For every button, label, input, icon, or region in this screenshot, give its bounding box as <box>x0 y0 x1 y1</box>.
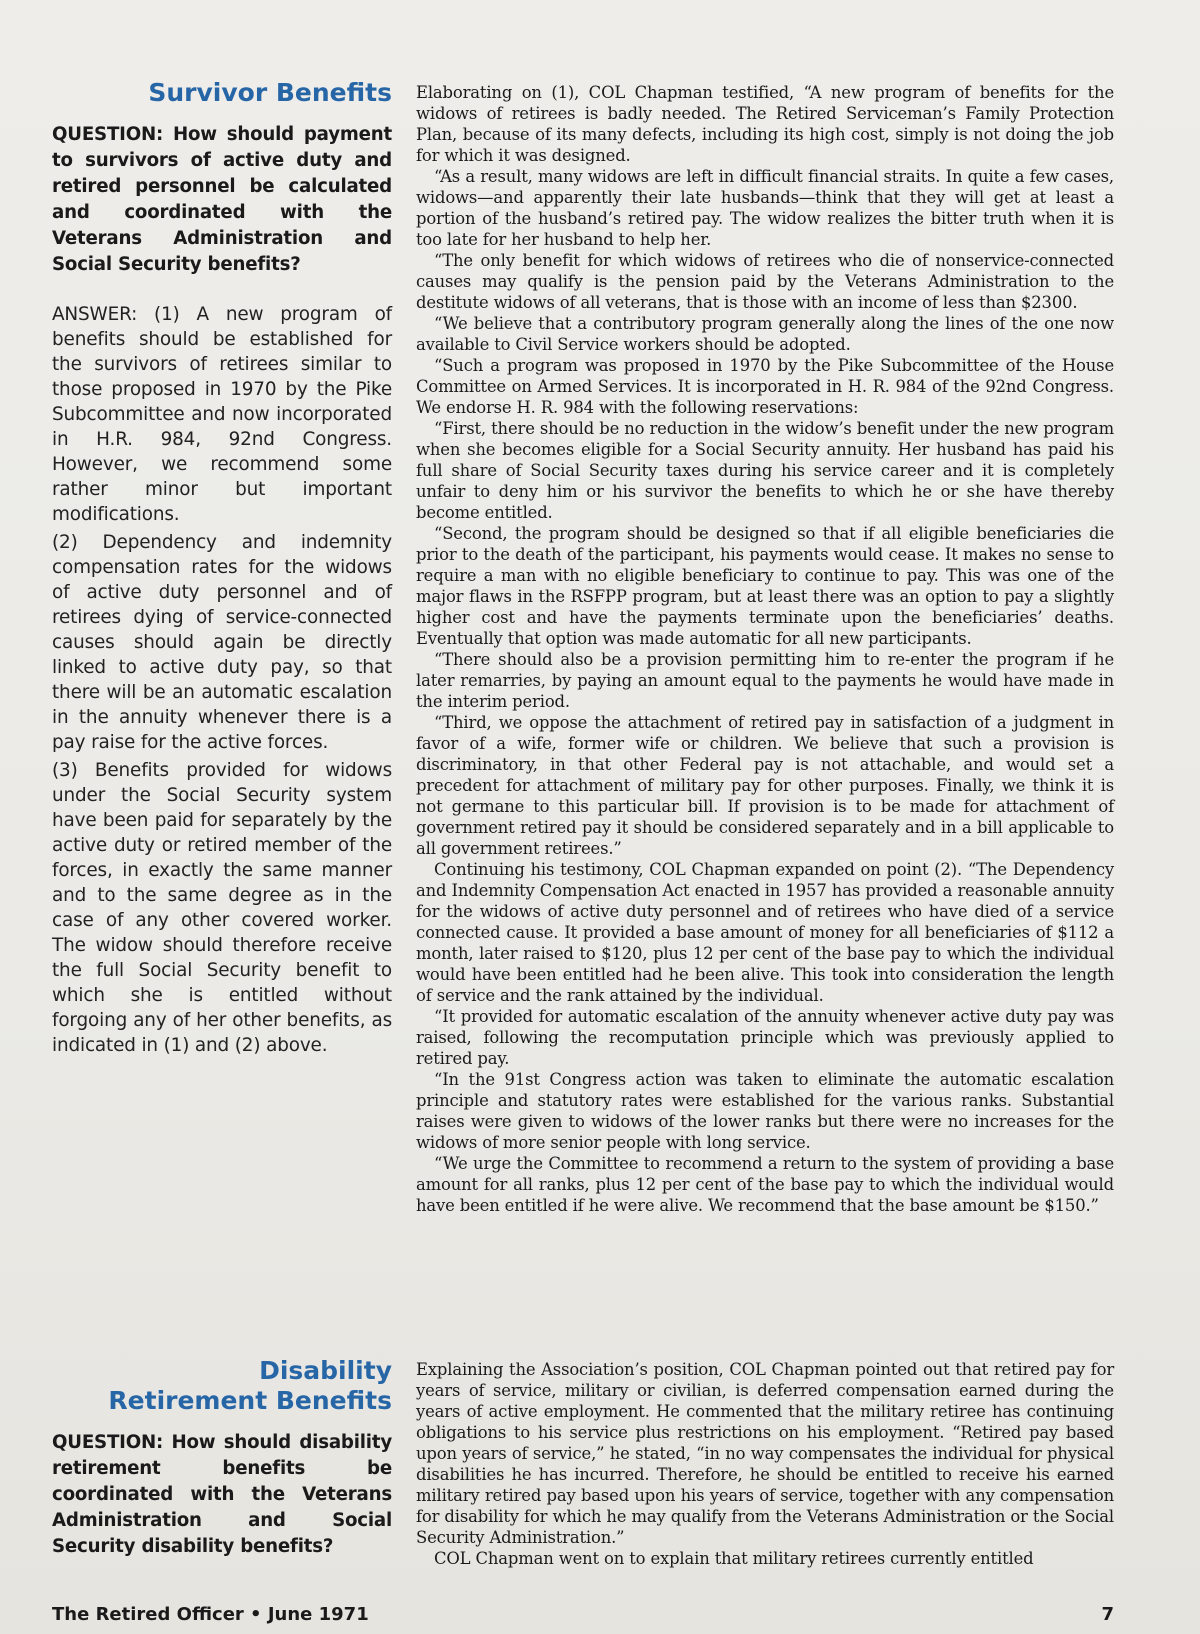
body-paragraph: “We urge the Committee to recommend a return to the system of providing a base amount for all ranks, plus 12 per cent of the base pay to which the individual would have been entitled if he were alive. We recommend that the base amount be $150.” <box>416 1154 1114 1215</box>
body-paragraph: “Third, we oppose the attachment of retired pay in satisfaction of a judgment in favor of a wife, former wife or children. We believe that such a provision is discriminatory, in that other Federal pay is not attachable, and would set a precedent for attachment of military pay for other purposes. Finally, we think it is not germane to this particular bill. If provision is to be made for attachment of government retired pay it should be considered separately and in a bill applicable to all government retirees.” <box>416 713 1114 858</box>
body-paragraph: Continuing his testimony, COL Chapman expanded on point (2). “The Dependency and Indemnity Compensation Act enacted in 1957 has provided a reasonable annuity for the widows of active duty personnel and of retirees who have died of a service connected cause. It provided a base amount of money for all beneficiaries of $112 a month, later raised to $120, plus 12 per cent of the base pay to which the individual would have been entitled had he been alive. This took into consideration the length of service and the rank attained by the individual. <box>416 860 1114 1005</box>
answer-paragraph: (3) Benefits provided for widows under the Social Security system have been paid for separately by the active duty or retired member of the forces, in exactly the same manner and to the same degree as in the case of any other covered worker. The widow should therefore receive the full Social Security benefit to which she is entitled without forgoing any of her other benefits, as indicated in (1) and (2) above. <box>52 760 392 1056</box>
disability-heading-line1: Disability <box>259 1356 392 1385</box>
page-footer <box>52 1604 1114 1628</box>
disability-sidebar <box>52 1356 392 1560</box>
survivor-question: QUESTION: How should payment to survivors of active duty and retired personnel be calculated and coordinated with the Veterans Administration and Social Security benefits? <box>52 124 392 275</box>
disability-heading-line2: Retirement Benefits <box>108 1386 392 1415</box>
body-paragraph: “First, there should be no reduction in the widow’s benefit under the new program when she becomes eligible for a Social Security annuity. Her husband has paid his full share of Social Security taxes during his service career and it is completely unfair to deny him or his survivor the benefits to which he or she have thereby become entitled. <box>416 419 1114 522</box>
body-paragraph: “Such a program was proposed in 1970 by the Pike Subcommittee of the House Committee on Armed Services. It is incorporated in H. R. 984 of the 92nd Congress. We endorse H. R. 984 with the following reservations: <box>416 356 1114 417</box>
body-paragraph: “The only benefit for which widows of retirees who die of nonservice-connected causes may qualify is the pension paid by the Veterans Administration to the destitute widows of all veterans, that is those with an income of less than $2300. <box>416 251 1114 312</box>
disability-question: QUESTION: How should disability retirement benefits be coordinated with the Veterans Administration and Social Security disability benefits? <box>52 1432 392 1557</box>
body-paragraph: “We believe that a contributory program generally along the lines of the one now available to Civil Service workers should be adopted. <box>416 314 1114 354</box>
survivor-answer <box>52 302 392 1058</box>
body-paragraph: “In the 91st Congress action was taken to eliminate the automatic escalation principle and statutory rates were established for the various ranks. Substantial raises were given to widows of the lower ranks but there were no increases for the widows of more senior people with long service. <box>416 1070 1114 1152</box>
answer-paragraph: (2) Dependency and indemnity compensation rates for the widows of active duty personnel and of retirees dying of service-connected causes should again be directly linked to active duty pay, so that there will be an automatic escalation in the annuity whenever there is a pay raise for the active forces. <box>52 532 392 753</box>
body-paragraph: “It provided for automatic escalation of the annuity whenever active duty pay was raised, following the recomputation principle which was previously applied to retired pay. <box>416 1007 1114 1068</box>
body-paragraph: “As a result, many widows are left in difficult financial straits. In quite a few cases, widows—and apparently their late husbands—think that they will get at least a portion of the husband’s retired pay. The widow realizes the bitter truth when it is too late for her husband to help her. <box>416 167 1114 249</box>
body-paragraph: COL Chapman went on to explain that military retirees currently entitled <box>434 1549 1034 1568</box>
answer-paragraph: ANSWER: (1) A new program of benefits should be established for the survivors of retirees similar to those proposed in 1970 by the Pike Subcommittee and now incorporated in H.R. 984, 92nd Congress. However, we recommend some rather minor but important modifications. <box>52 304 392 525</box>
survivor-body <box>416 82 1114 1216</box>
body-paragraph: “Second, the program should be designed so that if all eligible beneficiaries die prior to the death of the participant, his payments would cease. It makes no sense to require a man with no eligible beneficiary to continue to pay. This was one of the major flaws in the RSFPP program, but at least there was an option to pay a slightly higher cost and have the payments terminate upon the beneficiaries’ deaths. Eventually that option was made automatic for all new participants. <box>416 524 1114 648</box>
body-paragraph: Explaining the Association’s position, COL Chapman pointed out that retired pay for years of service, military or civilian, is deferred compensation earned during the years of active employment. He commented that the military retiree has continuing obligations to his service plus restrictions on his employment. “Retired pay based upon years of service,” he stated, “in no way compensates the individual for physical disabilities he has incurred. Therefore, he should be entitled to receive his earned military retired pay based upon his years of service, together with any compensation for disability for which he may qualify from the Veterans Administration or the Social Security Administration.” <box>416 1360 1114 1547</box>
publication-info: The Retired Officer • June 1971 <box>52 1604 369 1625</box>
page-number: 7 <box>1101 1604 1114 1625</box>
disability-body <box>416 1359 1114 1569</box>
survivor-sidebar <box>52 78 392 1061</box>
survivor-heading: Survivor Benefits <box>148 78 392 107</box>
body-paragraph: Elaborating on (1), COL Chapman testified, “A new program of benefits for the widows of retirees is badly needed. The Retired Serviceman’s Family Protection Plan, because of its many defects, including its high cost, simply is not doing the job for which it was designed. <box>416 83 1114 165</box>
disability-heading <box>52 1356 392 1416</box>
body-paragraph: “There should also be a provision permitting him to re-enter the program if he later remarries, by paying an amount equal to the payments he would have made in the interim period. <box>416 650 1114 711</box>
